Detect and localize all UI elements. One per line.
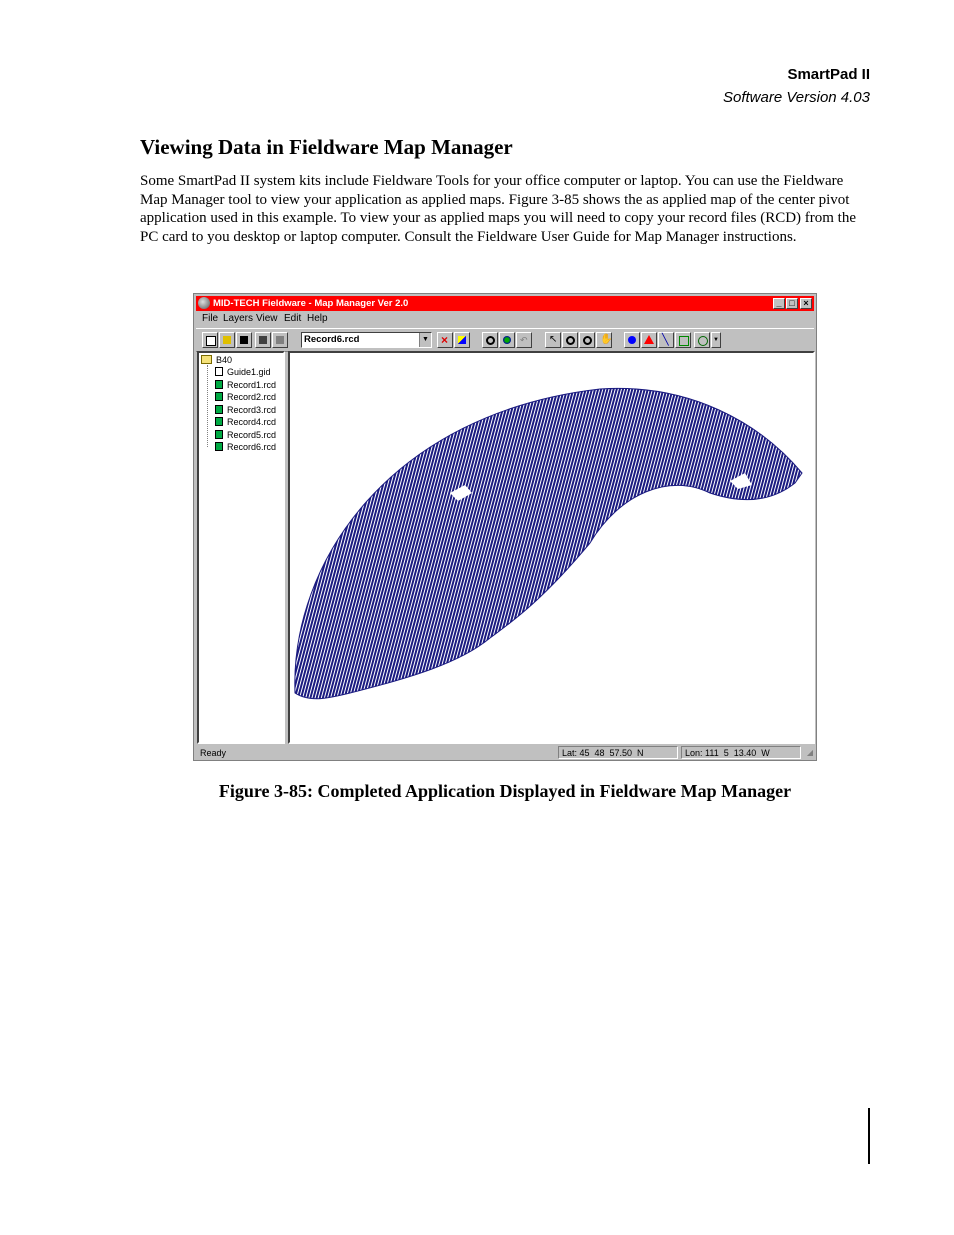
menu-view[interactable]: View [256, 313, 278, 324]
change-bar [868, 1108, 870, 1164]
menu-edit[interactable]: Edit [284, 313, 302, 324]
tree-item-record[interactable] [215, 391, 276, 403]
maximize-button[interactable]: □ [786, 298, 798, 309]
record-file-icon [215, 392, 223, 401]
status-bar [196, 746, 814, 759]
status-longitude: Lon: 111 5 13.40 W [681, 746, 801, 759]
status-latitude: Lat: 45 48 57.50 N [558, 746, 678, 759]
record-file-icon [215, 417, 223, 426]
layer-select[interactable] [301, 332, 432, 348]
title-bar[interactable] [196, 296, 814, 311]
open-folder-button[interactable] [219, 332, 235, 348]
toolbar [196, 328, 814, 352]
record-file-icon [215, 380, 223, 389]
tree-item-label: Record1.rcd [227, 379, 277, 390]
tool-dropdown-button[interactable]: ▼ [711, 332, 721, 348]
pan-hand-button[interactable]: ✋ [596, 332, 612, 348]
tree-root-label: B40 [216, 355, 233, 365]
tree-connector [207, 365, 208, 447]
tree-item-record[interactable] [215, 379, 276, 391]
point-tool-button[interactable] [624, 332, 640, 348]
chevron-down-icon[interactable]: ▼ [419, 333, 431, 347]
tree-item-label: Record3.rcd [227, 404, 277, 415]
tree-item-record[interactable] [215, 429, 276, 441]
applied-coverage-map [290, 353, 813, 742]
delete-layer-button[interactable]: × [437, 332, 453, 348]
map-manager-window [193, 293, 817, 761]
tree-item-guide[interactable] [215, 366, 271, 378]
menu-file[interactable]: File [202, 313, 219, 324]
folder-icon [201, 355, 212, 364]
status-text: Ready [200, 748, 227, 758]
layer-select-value: Record6.rcd [304, 334, 360, 345]
map-view[interactable] [288, 351, 815, 744]
menu-bar [196, 312, 814, 327]
tree-item-record[interactable] [215, 441, 276, 453]
record-file-icon [215, 405, 223, 414]
tree-item-label: Record5.rcd [227, 429, 277, 440]
triangle-tool-button[interactable] [641, 332, 657, 348]
record-file-icon [215, 430, 223, 439]
record-file-icon [215, 442, 223, 451]
select-arrow-button[interactable]: ↖ [545, 332, 561, 348]
line-tool-button[interactable]: ╲ [658, 332, 674, 348]
tree-root[interactable] [201, 354, 232, 366]
header-product: SmartPad II [787, 66, 870, 83]
guide-file-icon [215, 367, 223, 376]
close-button[interactable]: × [800, 298, 812, 309]
tree-item-record[interactable] [215, 416, 276, 428]
copy-button[interactable] [255, 332, 271, 348]
tree-item-record[interactable] [215, 404, 276, 416]
header-version: Software Version 4.03 [722, 89, 870, 106]
app-icon [198, 297, 210, 309]
layer-tree [197, 351, 285, 744]
zoom-out-button[interactable] [579, 332, 595, 348]
minimize-button[interactable]: _ [773, 298, 785, 309]
layer-color-button[interactable] [454, 332, 470, 348]
body-paragraph: Some SmartPad II system kits include Fieldware Tools for your office computer or laptop. You can use the Fieldware Map Manager tool to view your application as applied maps. Figure 3-85 shows the as applied map of the center pivot application used in this example. To view your as applied maps you will need to copy your record files (RCD) from the PC card to you desktop or laptop computer. Consult the Fieldware User Guide for Map Manager instructions. [140, 173, 857, 245]
figure-caption: Figure 3-85: Completed Application Displayed in Fieldware Map Manager [218, 781, 792, 801]
find-button[interactable] [482, 332, 498, 348]
tree-item-label: Record4.rcd [227, 417, 277, 427]
print-button[interactable] [272, 332, 288, 348]
menu-help[interactable]: Help [307, 313, 328, 324]
undo-button[interactable]: ↶ [516, 332, 532, 348]
new-file-button[interactable] [202, 332, 218, 348]
section-title: Viewing Data in Fieldware Map Manager [140, 135, 513, 159]
coverage-swath [295, 388, 802, 698]
zoom-in-button[interactable] [562, 332, 578, 348]
save-button[interactable] [236, 332, 252, 348]
resize-grip-icon[interactable]: ◢ [806, 748, 813, 757]
target-tool-button[interactable] [694, 332, 710, 348]
polygon-tool-button[interactable] [675, 332, 691, 348]
window-title: MID-TECH Fieldware - Map Manager Ver 2.0 [213, 298, 409, 309]
menu-layers[interactable]: Layers [223, 313, 254, 324]
globe-button[interactable] [499, 332, 515, 348]
tree-item-label: Record6.rcd [227, 442, 277, 452]
tree-item-label: Record2.rcd [227, 392, 277, 402]
tree-item-label: Guide1.gid [227, 367, 271, 377]
